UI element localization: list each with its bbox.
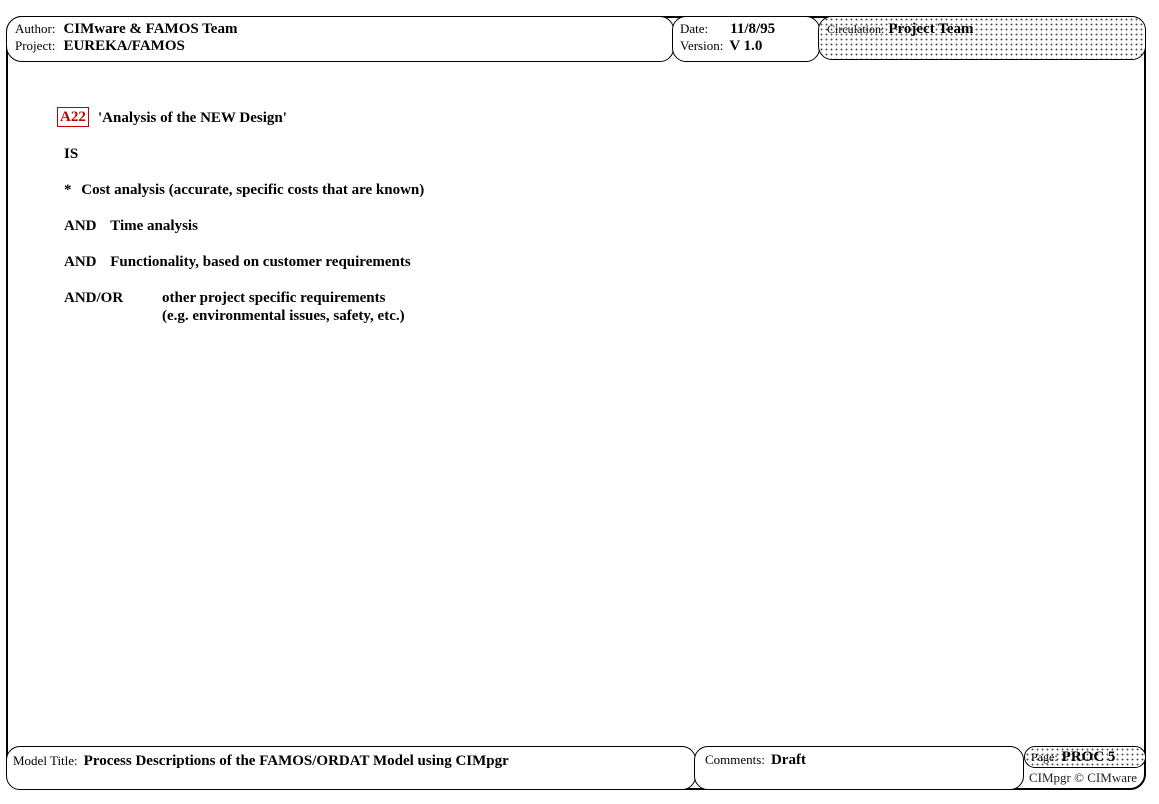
author-label: Author: xyxy=(15,21,56,36)
body-line-functionality xyxy=(64,254,411,271)
version-label: Version: xyxy=(680,38,724,53)
project-label: Project: xyxy=(15,38,56,53)
line-prefix: AND xyxy=(64,218,97,234)
node-id-badge: A22 xyxy=(57,107,89,127)
line-prefix: * xyxy=(64,182,72,198)
page-row xyxy=(1031,748,1115,766)
comments-row xyxy=(705,751,806,769)
version-value: V 1.0 xyxy=(729,38,763,54)
page-box xyxy=(1024,746,1146,768)
body-line-other-prefix: AND/OR xyxy=(64,290,124,306)
project-row xyxy=(15,37,185,55)
circulation-box xyxy=(818,16,1146,60)
circulation-label: Circulation: xyxy=(827,22,885,36)
author-value: CIMware & FAMOS Team xyxy=(63,21,238,37)
date-version-box xyxy=(672,16,820,62)
circulation-value: Project Team xyxy=(888,21,974,37)
line-text: Time analysis xyxy=(110,218,198,234)
line-text: Functionality, based on customer requirements xyxy=(110,254,411,270)
date-row xyxy=(680,20,775,38)
model-title-box xyxy=(6,746,696,790)
body-line-other-text2: (e.g. environmental issues, safety, etc.) xyxy=(162,308,405,324)
comments-box xyxy=(694,746,1024,790)
node-heading: 'Analysis of the NEW Design' xyxy=(98,110,287,126)
page-label: Page: xyxy=(1031,750,1058,764)
date-value: 11/8/95 xyxy=(730,21,776,37)
body-line-cost xyxy=(64,182,424,199)
line-text: Cost analysis (accurate, specific costs that are known) xyxy=(81,182,425,198)
page-frame xyxy=(6,16,1146,790)
project-value: EUREKA/FAMOS xyxy=(63,38,185,54)
model-title-label: Model Title: xyxy=(13,753,78,768)
is-label: IS xyxy=(64,146,79,162)
author-project-box xyxy=(6,16,674,62)
body-line-time xyxy=(64,218,198,235)
line-prefix: AND xyxy=(64,254,97,270)
model-title-row xyxy=(13,752,509,770)
body-line-other-text: other project specific requirements xyxy=(162,290,386,306)
version-row xyxy=(680,37,762,55)
circulation-row xyxy=(827,20,973,38)
page-value: PROC 5 xyxy=(1061,749,1116,765)
copyright-text: CIMpgr © CIMware xyxy=(1029,770,1138,785)
comments-label: Comments: xyxy=(705,752,765,767)
date-label: Date: xyxy=(680,21,709,36)
model-title-value: Process Descriptions of the FAMOS/ORDAT Model using CIMpgr xyxy=(83,753,509,769)
comments-value: Draft xyxy=(770,752,806,768)
author-row xyxy=(15,20,237,38)
